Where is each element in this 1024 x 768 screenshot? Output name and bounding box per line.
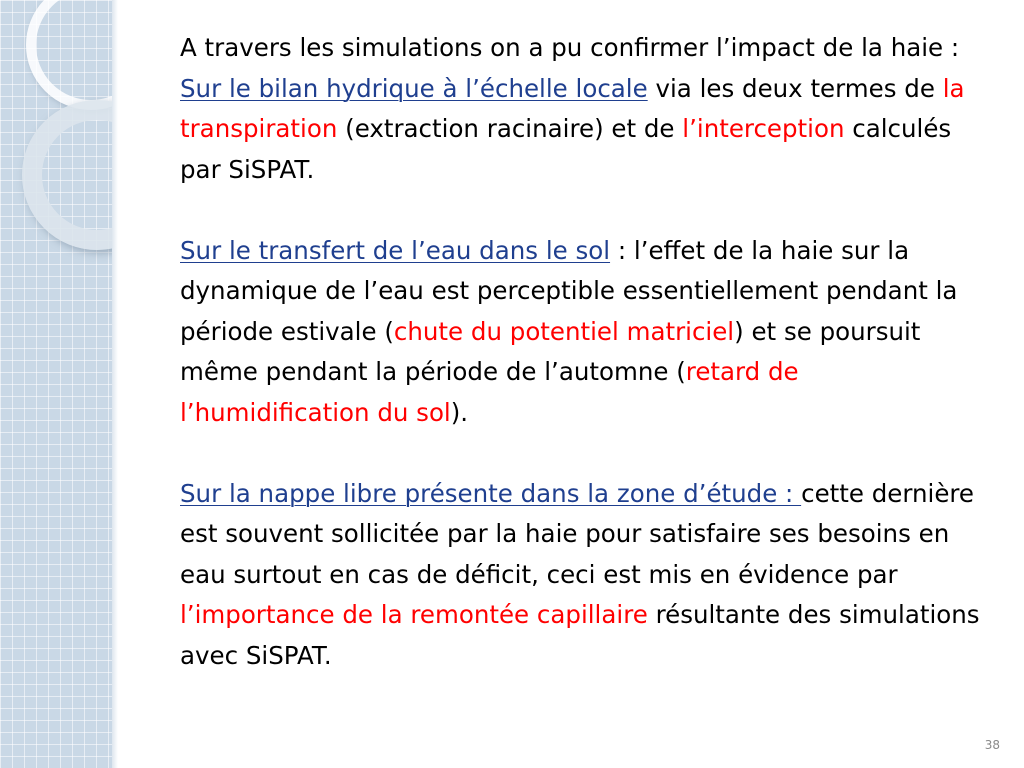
soil-transfer-text-1: : l’effet de la haie sur la dynamique de l’eau est perceptible essentiellement pendant la période estivale ( <box>180 235 958 346</box>
capillary-rise-highlight: l’importance de la remontée capillaire <box>180 600 648 629</box>
page-number: 38 <box>984 738 1000 752</box>
intro-text: A travers les simulations on a pu confirmer l’impact de la haie : <box>180 33 960 62</box>
water-table-link[interactable]: Sur la nappe libre présente dans la zone d’étude : <box>180 478 802 508</box>
matric-potential-highlight: chute du potentiel matriciel <box>393 316 735 346</box>
paragraph-gap <box>180 190 980 231</box>
water-balance-paragraph <box>180 69 980 191</box>
sidebar-edge <box>112 0 118 768</box>
humidification-delay-highlight: retard de l’humidification du sol <box>180 357 799 427</box>
paragraph-gap <box>180 433 980 474</box>
decorative-ring-top <box>26 0 112 110</box>
water-balance-text-2: (extraction racinaire) et de <box>337 114 683 143</box>
soil-transfer-paragraph <box>180 231 980 434</box>
soil-transfer-text-3: ). <box>450 397 469 427</box>
water-table-text-2: résultante des simulations avec SiSPAT. <box>180 600 980 670</box>
water-table-text-1: cette dernière est souvent sollicitée par la haie pour satisfaire ses besoins en eau surtout en cas de déficit, ceci est mis en évidence par <box>180 478 975 589</box>
decorative-ring-bottom <box>22 100 112 250</box>
water-table-paragraph <box>180 474 980 677</box>
slide-body <box>180 28 980 676</box>
transpiration-highlight: la transpiration <box>180 73 965 143</box>
interception-highlight: l’interception <box>682 114 845 143</box>
soil-transfer-text-2: ) et se poursuit même pendant la période de l’automne ( <box>180 316 921 386</box>
water-balance-link[interactable]: Sur le bilan hydrique à l’échelle locale <box>180 73 648 103</box>
soil-transfer-link[interactable]: Sur le transfert de l’eau dans le sol <box>180 235 611 265</box>
water-balance-text-1: via les deux termes de <box>647 73 943 103</box>
water-balance-text-3: calculés par SiSPAT. <box>180 114 952 184</box>
intro-paragraph <box>180 28 980 69</box>
decorative-sidebar <box>0 0 112 768</box>
